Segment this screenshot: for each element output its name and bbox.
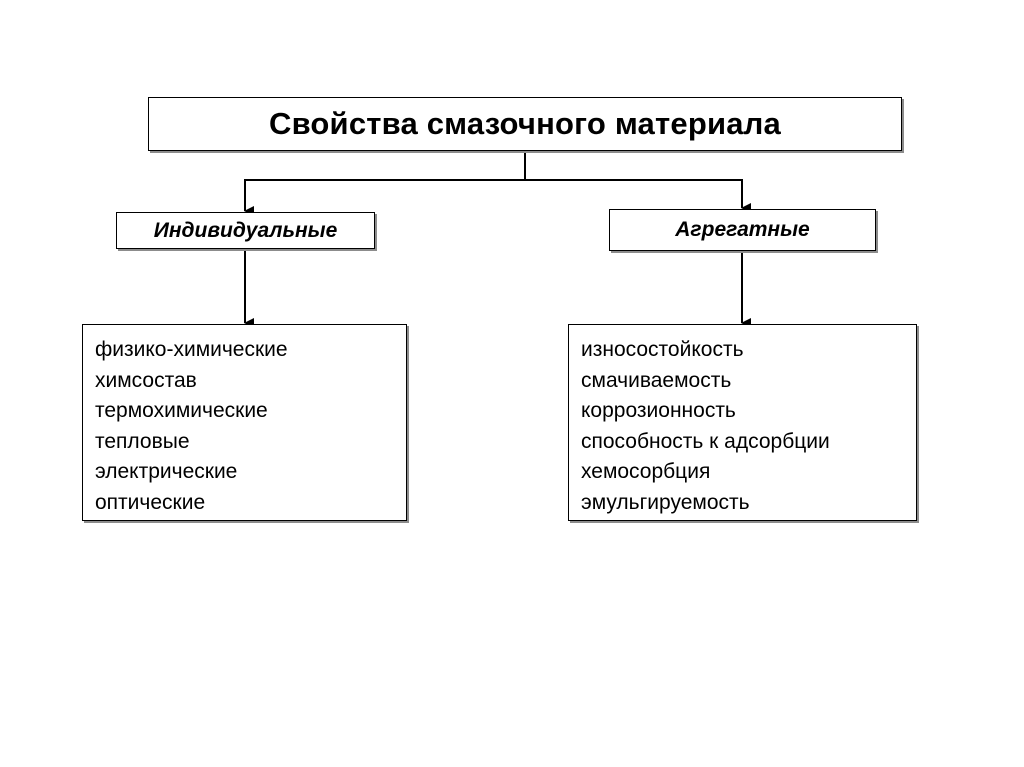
category-aggregate [609,209,876,251]
individual-properties-list [82,324,407,521]
list-item: химсостав [95,368,197,392]
list-item: эмульгируемость [581,490,750,514]
root-node [148,97,902,151]
category-aggregate-label: Агрегатные [675,218,810,241]
list-item: способность к адсорбции [581,429,830,453]
aggregate-properties-list [568,324,917,521]
list-item: износостойкость [581,338,744,361]
list-item: тепловые [95,429,190,453]
list-item: смачиваемость [581,368,732,392]
connector-root-to-left [245,180,525,211]
root-title: Свойства смазочного материала [268,106,781,141]
list-item: термохимические [95,399,268,422]
list-item: физико-химические [95,338,288,361]
connector-root-to-right [525,180,742,208]
category-individual [116,212,375,249]
list-item: электрические [95,460,238,483]
category-individual-label: Индивидуальные [153,218,338,242]
list-item: оптические [95,490,206,514]
list-item: хемосорбция [581,460,711,483]
list-item: коррозионность [581,399,736,422]
